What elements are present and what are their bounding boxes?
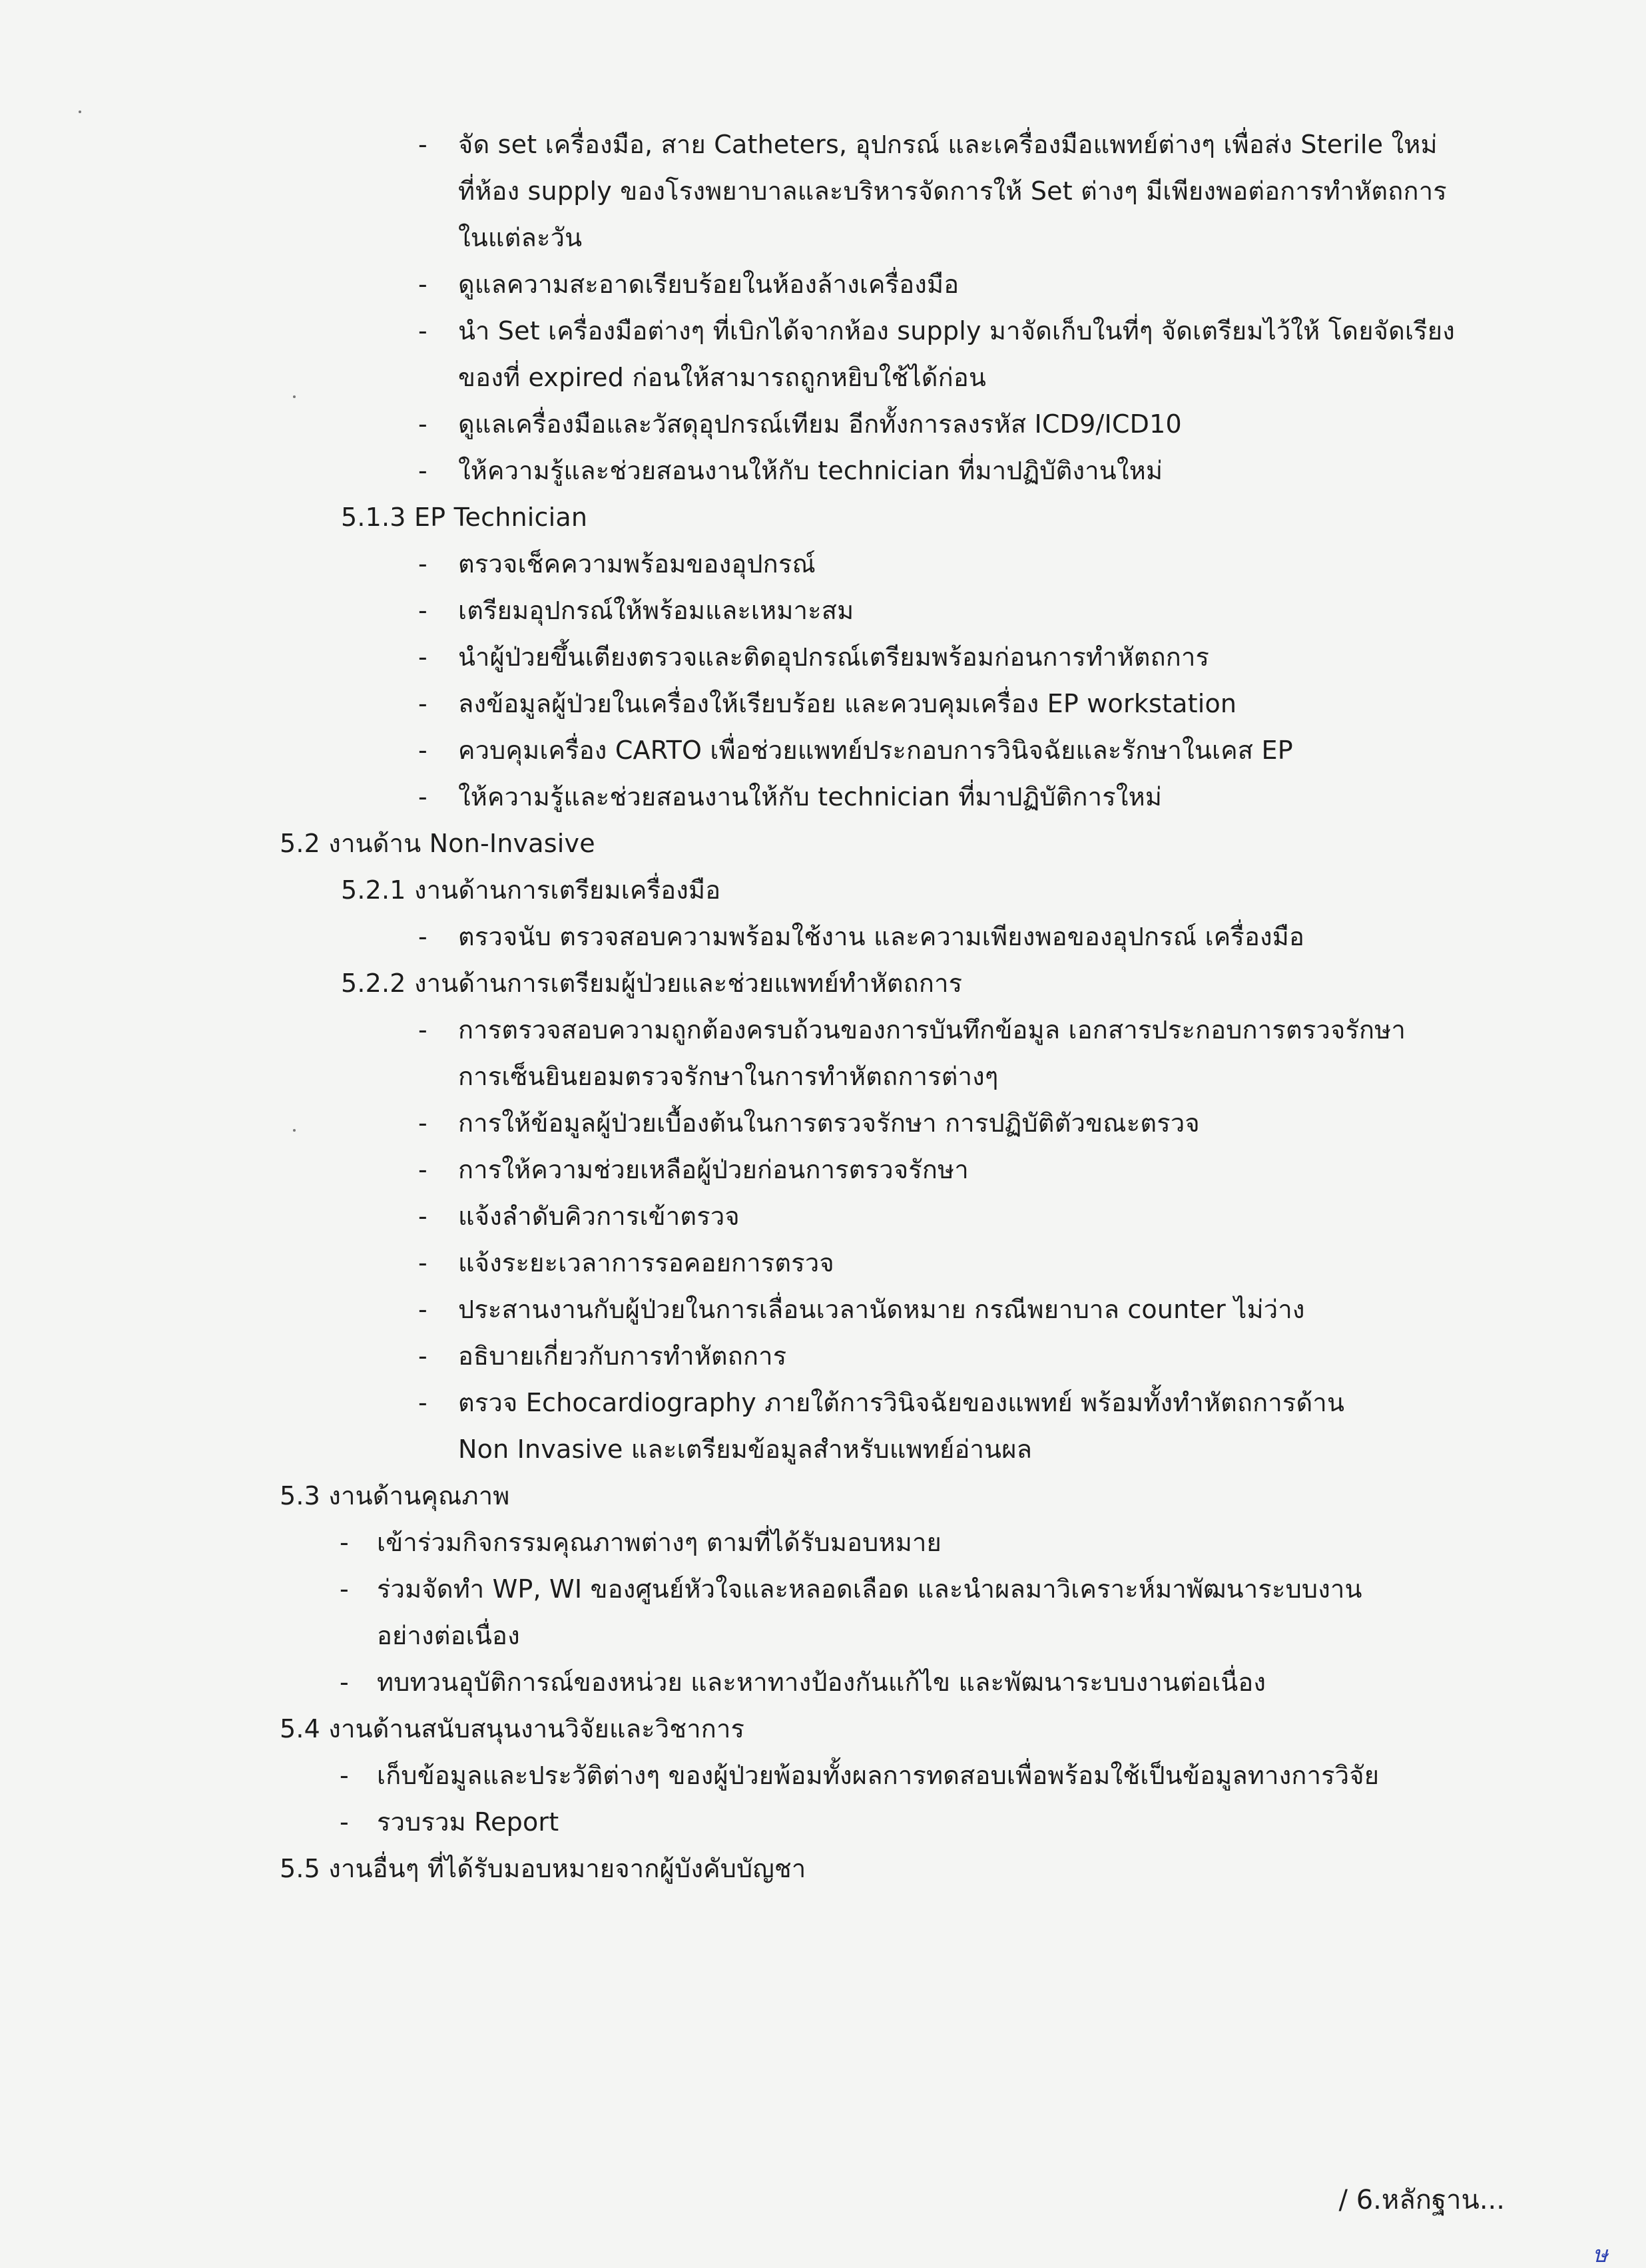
list-item: ดูแลเครื่องมือและวัสดุอุปกรณ์เทียม อีกทั้งการลงรหัส ICD9/ICD10 (458, 409, 1182, 439)
bullet-dash: - (418, 1202, 427, 1231)
list-item-continuation: อย่างต่อเนื่อง (377, 1621, 520, 1650)
list-item: นำผู้ป่วยขึ้นเตียงตรวจและติดอุปกรณ์เตรียมพร้อมก่อนการทำหัตถการ (458, 642, 1210, 672)
list-item: การตรวจสอบความถูกต้องครบถ้วนของการบันทึกข้อมูล เอกสารประกอบการตรวจรักษา (458, 1015, 1406, 1044)
bullet-dash: - (418, 1155, 427, 1184)
handwritten-initial: ษ (1593, 2241, 1608, 2268)
bullet-dash: - (418, 1108, 427, 1138)
bullet-dash: - (418, 1388, 427, 1417)
list-item: การให้ความช่วยเหลือผู้ป่วยก่อนการตรวจรักษา (458, 1155, 969, 1184)
list-item: ตรวจเช็คความพร้อมของอุปกรณ์ (458, 549, 816, 578)
scan-speck (293, 395, 296, 398)
bullet-dash: - (340, 1574, 349, 1604)
bullet-dash: - (340, 1807, 349, 1837)
section-heading: 5.2 งานด้าน Non-Invasive (280, 829, 595, 858)
bullet-dash: - (418, 1295, 427, 1324)
bullet-dash: - (418, 922, 427, 951)
list-item-continuation: ในแต่ละวัน (458, 223, 583, 252)
list-item: รวบรวม Report (377, 1807, 559, 1837)
bullet-dash: - (418, 596, 427, 625)
scan-speck (293, 1129, 296, 1132)
subsection-heading: 5.2.1 งานด้านการเตรียมเครื่องมือ (341, 875, 721, 905)
bullet-dash: - (418, 130, 427, 159)
bullet-dash: - (418, 549, 427, 578)
section-heading: 5.5 งานอื่นๆ ที่ได้รับมอบหมายจากผู้บังคับบัญชา (280, 1854, 806, 1883)
bullet-dash: - (418, 270, 427, 299)
list-item: นำ Set เครื่องมือต่างๆ ที่เบิกได้จากห้อง supply มาจัดเก็บในที่ๆ จัดเตรียมไว้ให้ โดยจัดเรียง (458, 316, 1456, 345)
list-item: การให้ข้อมูลผู้ป่วยเบื้องต้นในการตรวจรักษา การปฏิบัติตัวขณะตรวจ (458, 1108, 1200, 1138)
bullet-dash: - (418, 456, 427, 485)
scan-speck (79, 111, 81, 113)
bullet-dash: - (418, 736, 427, 765)
list-item: เก็บข้อมูลและประวัติต่างๆ ของผู้ป่วยพ้อมทั้งผลการทดสอบเพื่อพร้อมใช้เป็นข้อมูลทางการวิจัย (377, 1761, 1380, 1790)
bullet-dash: - (340, 1668, 349, 1697)
bullet-dash: - (418, 689, 427, 718)
subsection-heading: 5.2.2 งานด้านการเตรียมผู้ป่วยและช่วยแพทย์ทำหัตถการ (341, 969, 963, 998)
list-item: อธิบายเกี่ยวกับการทำหัตถการ (458, 1341, 787, 1371)
list-item: แจ้งระยะเวลาการรอคอยการตรวจ (458, 1248, 834, 1277)
list-item: ประสานงานกับผู้ป่วยในการเลื่อนเวลานัดหมาย กรณีพยาบาล counter ไม่ว่าง (458, 1295, 1305, 1324)
list-item: จัด set เครื่องมือ, สาย Catheters, อุปกรณ์ และเครื่องมือแพทย์ต่างๆ เพื่อส่ง Sterile ใหม่ (458, 130, 1438, 159)
list-item: ร่วมจัดทำ WP, WI ของศูนย์หัวใจและหลอดเลือด และนำผลมาวิเคราะห์มาพัฒนาระบบงาน (377, 1574, 1362, 1604)
list-item: เข้าร่วมกิจกรรมคุณภาพต่างๆ ตามที่ได้รับมอบหมาย (377, 1528, 942, 1557)
bullet-dash: - (418, 642, 427, 672)
subsection-heading: 5.1.3 EP Technician (341, 503, 588, 532)
list-item: ให้ความรู้และช่วยสอนงานให้กับ technician ที่มาปฏิบัติการใหม่ (458, 782, 1163, 811)
list-item: ให้ความรู้และช่วยสอนงานให้กับ technician ที่มาปฏิบัติงานใหม่ (458, 456, 1163, 485)
list-item: ทบทวนอุบัติการณ์ของหน่วย และหาทางป้องกันแก้ไข และพัฒนาระบบงานต่อเนื่อง (377, 1668, 1266, 1697)
list-item: แจ้งลำดับคิวการเข้าตรวจ (458, 1202, 740, 1231)
list-item-continuation: การเซ็นยินยอมตรวจรักษาในการทำหัตถการต่างๆ (458, 1062, 999, 1091)
list-item-continuation: Non Invasive และเตรียมข้อมูลสำหรับแพทย์อ่านผล (458, 1435, 1033, 1464)
bullet-dash: - (418, 1341, 427, 1371)
section-heading: 5.4 งานด้านสนับสนุนงานวิจัยและวิชาการ (280, 1714, 745, 1743)
section-heading: 5.3 งานด้านคุณภาพ (280, 1481, 510, 1510)
list-item: ตรวจ Echocardiography ภายใต้การวินิจฉัยของแพทย์ พร้อมทั้งทำหัตถการด้าน (458, 1388, 1345, 1417)
bullet-dash: - (418, 1015, 427, 1044)
list-item: ตรวจนับ ตรวจสอบความพร้อมใช้งาน และความเพียงพอของอุปกรณ์ เครื่องมือ (458, 922, 1305, 951)
bullet-dash: - (418, 409, 427, 439)
list-item-continuation: ของที่ expired ก่อนให้สามารถถูกหยิบใช้ได้ก่อน (458, 363, 987, 392)
page-continuation-footer: / 6.หลักฐาน... (1338, 2185, 1505, 2215)
bullet-dash: - (418, 782, 427, 811)
list-item: ควบคุมเครื่อง CARTO เพื่อช่วยแพทย์ประกอบการวินิจฉัยและรักษาในเคส EP (458, 736, 1293, 765)
bullet-dash: - (418, 1248, 427, 1277)
list-item: เตรียมอุปกรณ์ให้พร้อมและเหมาะสม (458, 596, 854, 625)
list-item-continuation: ที่ห้อง supply ของโรงพยาบาลและบริหารจัดการให้ Set ต่างๆ มีเพียงพอต่อการทำหัตถการ (458, 176, 1447, 206)
list-item: ลงข้อมูลผู้ป่วยในเครื่องให้เรียบร้อย และควบคุมเครื่อง EP workstation (458, 689, 1237, 718)
bullet-dash: - (418, 316, 427, 345)
bullet-dash: - (340, 1761, 349, 1790)
bullet-dash: - (340, 1528, 349, 1557)
list-item: ดูแลความสะอาดเรียบร้อยในห้องล้างเครื่องมือ (458, 270, 960, 299)
